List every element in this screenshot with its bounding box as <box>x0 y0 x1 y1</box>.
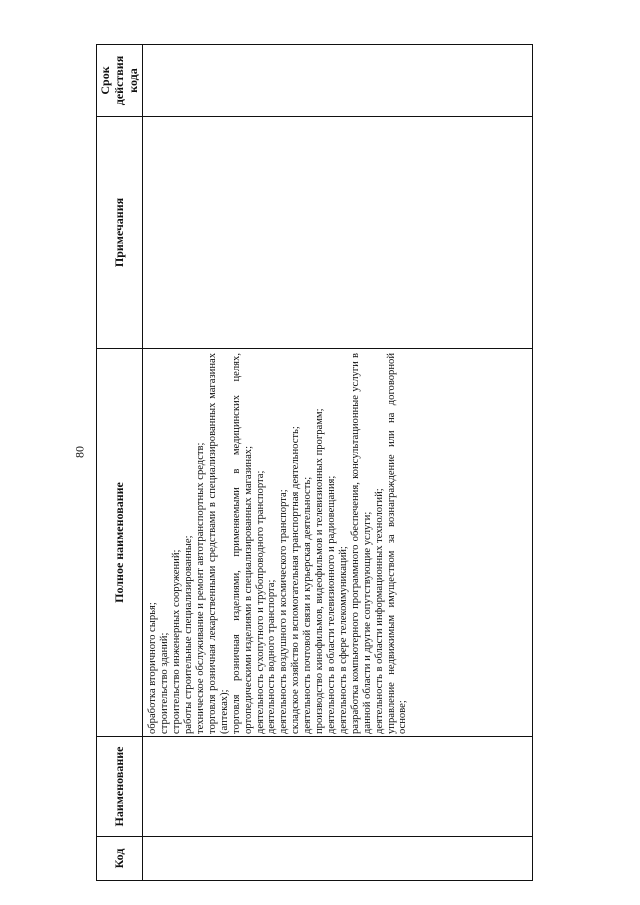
cell-code <box>143 837 533 881</box>
page-number: 80 <box>72 446 87 458</box>
cell-full-name <box>143 349 533 737</box>
list-item: торговля розничная лекарственными средствами в специализированных магазинах (аптеках); <box>206 353 230 734</box>
list-item: разработка компьютерного программного обеспечения, консультационные услуги в данной области и другие сопутствующие услуги; <box>349 353 373 734</box>
header-full-name: Полное наименование <box>97 349 143 737</box>
list-item: строительство зданий; <box>159 632 171 734</box>
list-item: деятельность водного транспорта; <box>266 579 278 734</box>
table-row <box>143 45 533 881</box>
list-item: деятельность в сфере телекоммуникаций; <box>337 546 349 734</box>
list-item: техническое обслуживание и ремонт автотранспортных средств; <box>195 442 207 734</box>
list-item: производство кинофильмов, видеофильмов и телевизионных программ; <box>314 408 326 734</box>
list-item: обработка вторичного сырья; <box>147 602 159 734</box>
header-code: Код <box>97 837 143 881</box>
list-item: деятельность в области телевизионного и радиовещания; <box>325 475 337 734</box>
list-item: строительство инженерных сооружений; <box>171 549 183 734</box>
codes-table <box>96 45 533 881</box>
list-item: деятельность почтовой связи и курьерская деятельность; <box>302 476 314 734</box>
cell-notes <box>143 117 533 349</box>
full-name-list <box>143 349 409 736</box>
list-item: торговля розничная изделиями, применяемыми в медицинских целях, ортопедическими изделиями в специализированных магазинах; <box>230 353 254 734</box>
header-term: Срок действия кода <box>97 45 143 117</box>
cell-name <box>143 737 533 837</box>
table-header-row <box>97 45 143 881</box>
list-item: складское хозяйство и вспомогательная транспортная деятельность; <box>290 426 302 734</box>
list-item: работы строительные специализированные; <box>183 535 195 734</box>
header-name: Наименование <box>97 737 143 837</box>
list-item: деятельность в области информационных технологий; <box>373 488 385 734</box>
cell-term <box>143 45 533 117</box>
header-notes: Примечания <box>97 117 143 349</box>
list-item: деятельность воздушного и космического транспорта; <box>278 489 290 734</box>
list-item: деятельность сухопутного и трубопроводного транспорта; <box>254 470 266 734</box>
list-item: управление недвижимым имуществом за вознаграждение или на договорной основе; <box>385 353 409 734</box>
